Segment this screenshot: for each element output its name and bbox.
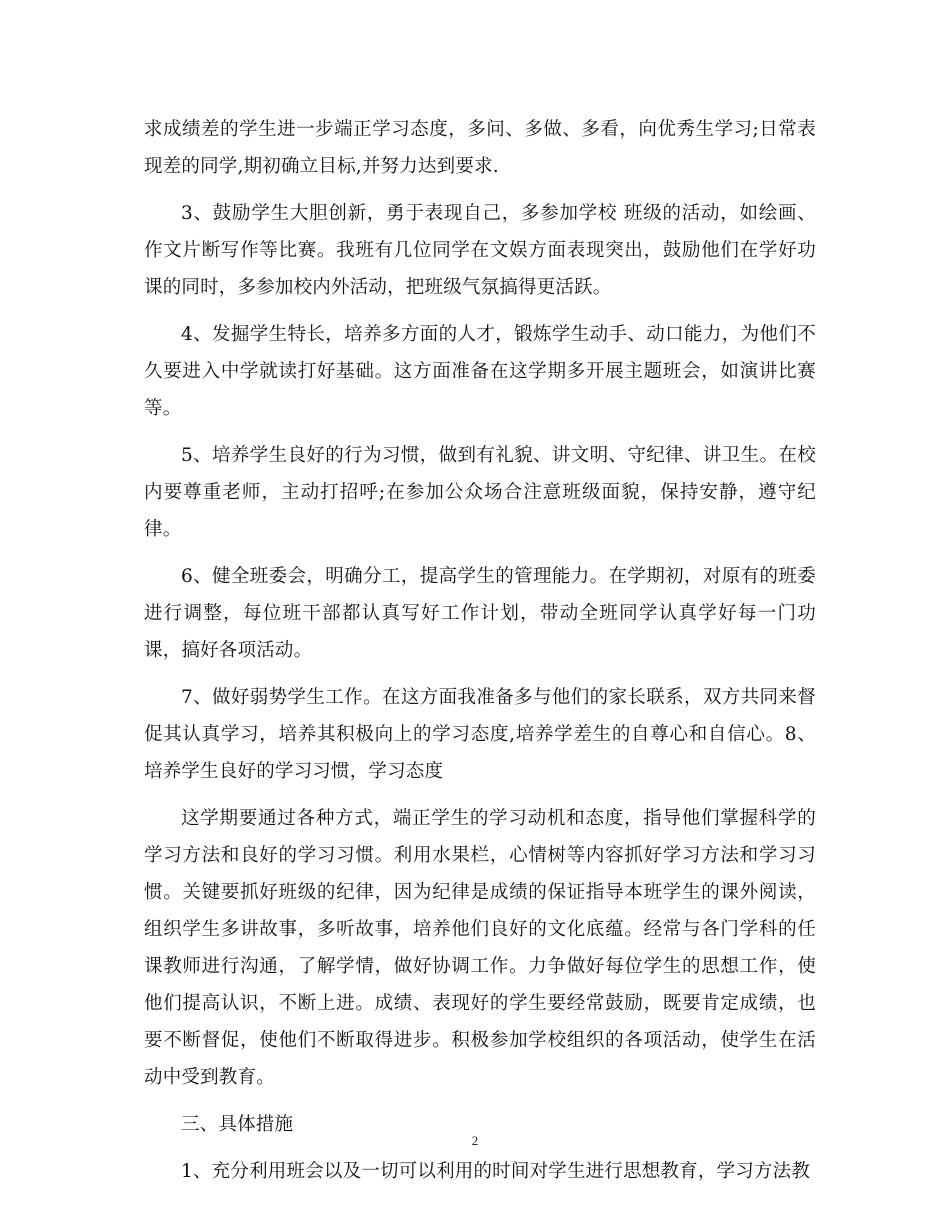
paragraph-item-3: 3、鼓励学生大胆创新，勇于表现自己，多参加学校 班级的活动，如绘画、作文片断写作等比赛。我班有几位同学在文娱方面表现突出，鼓励他们在学好功课的同时，多参加校内外活动，把班级气氛搞得更活跃。 bbox=[144, 203, 816, 298]
paragraph-item-4: 4、发掘学生特长，培养多方面的人才，锻炼学生动手、动口能力，为他们不久要进入中学就读打好基础。这方面准备在这学期多开展主题班会，如演讲比赛等。 bbox=[144, 324, 816, 419]
page-number: 2 bbox=[471, 1133, 479, 1148]
paragraph-item-5: 5、培养学生良好的行为习惯，做到有礼貌、讲文明、守纪律、讲卫生。在校内要尊重老师，主动打招呼;在参加公众场合注意班级面貌，保持安静，遵守纪律。 bbox=[144, 445, 816, 540]
paragraph-item-6: 6、健全班委会，明确分工，提高学生的管理能力。在学期初，对原有的班委进行调整，每位班干部都认真写好工作计划，带动全班同学认真学好每一门功课，搞好各项活动。 bbox=[144, 566, 816, 661]
paragraph-continuation: 求成绩差的学生进一步端正学习态度，多问、多做、多看，向优秀生学习;日常表现差的同学,期初确立目标,并努力达到要求. bbox=[144, 119, 816, 177]
paragraph-measure-1: 1、充分利用班会以及一切可以利用的时间对学生进行思想教育，学习方法教 bbox=[181, 1161, 811, 1182]
paragraph-item-7: 7、做好弱势学生工作。在这方面我准备多与他们的家长联系，双方共同来督促其认真学习，培养其积极向上的学习态度,培养学差生的自尊心和自信心。8、培养学生良好的学习习惯，学习态度 bbox=[144, 687, 816, 782]
section-heading-measures: 三、具体措施 bbox=[181, 1114, 294, 1135]
paragraph-study-habits: 这学期要通过各种方式，端正学生的学习动机和态度，指导他们掌握科学的学习方法和良好的学习习惯。利用水果栏，心情树等内容抓好学习方法和学习习惯。关键要抓好班级的纪律，因为纪律是成绩的保证指导本班学生的课外阅读，组织学生多讲故事，多听故事，培养他们良好的文化底蕴。经常与各门学科的任课教师进行沟通，了解学情，做好协调工作。力争做好每位学生的思想工作，使他们提高认识，不断上进。成绩、表现好的学生要经常鼓励，既要肯定成绩，也要不断督促，使他们不断取得进步。积极参加学校组织的各项活动，使学生在活动中受到教育。 bbox=[144, 808, 816, 1088]
document-body bbox=[144, 111, 816, 1200]
